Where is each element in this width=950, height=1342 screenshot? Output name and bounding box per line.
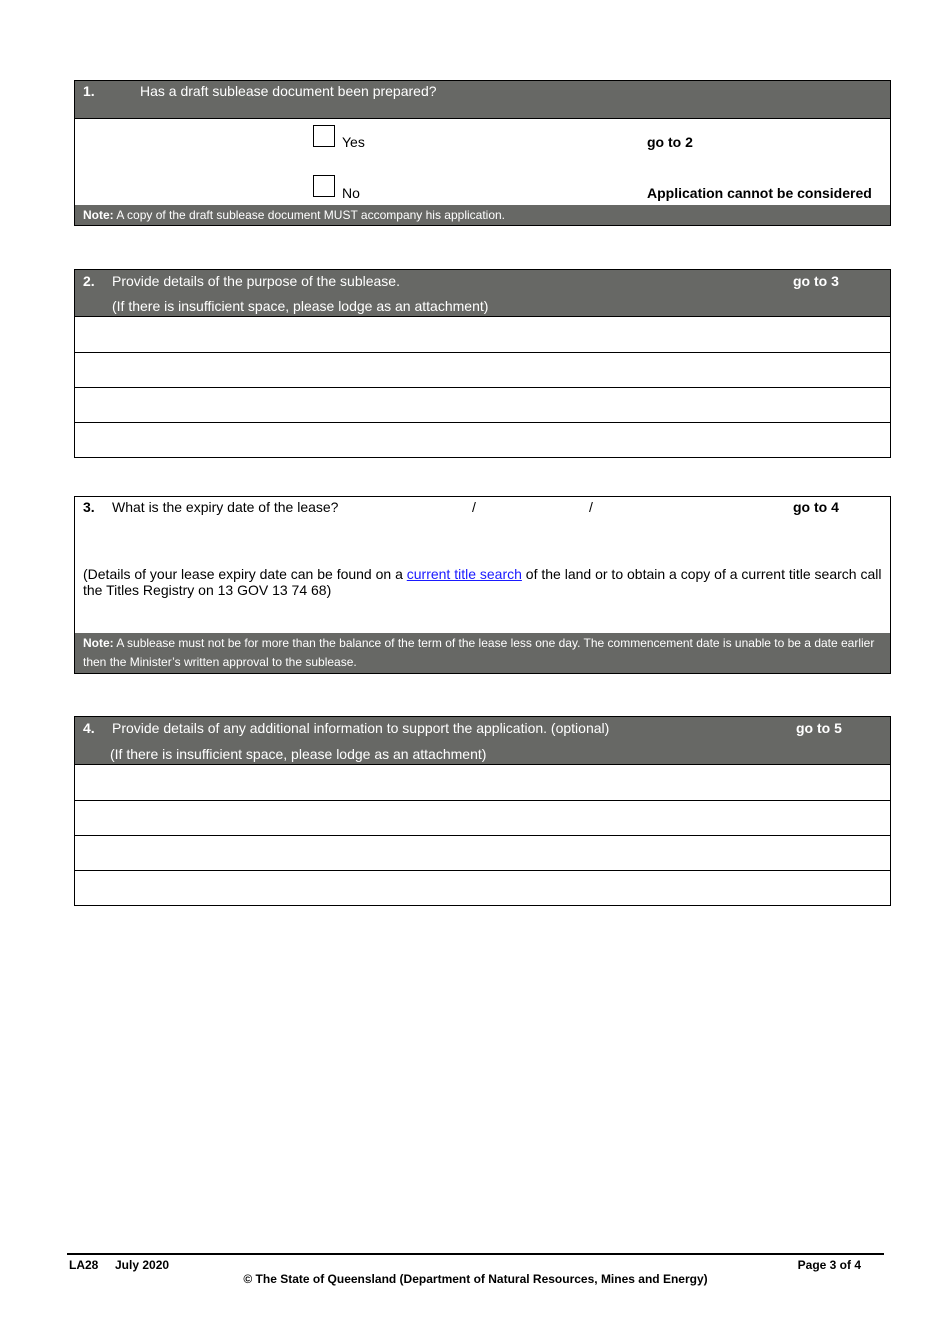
question-1-section xyxy=(74,80,891,226)
details-pre: (Details of your lease expiry date can be found on a xyxy=(83,566,407,582)
question-2-header xyxy=(75,270,890,316)
question-4-text: Provide details of any additional information to support the application. (optional) xyxy=(112,720,610,736)
note-text: A sublease must not be for more than the balance of the term of the lease less one day. The commencement date is unable to be a date earlier then the Minister’s written approval to the sublease. xyxy=(83,636,875,669)
question-1-number: 1. xyxy=(83,83,95,99)
question-4-number: 4. xyxy=(83,720,95,736)
form-code: LA28 xyxy=(69,1258,99,1272)
question-2-subtext: (If there is insufficient space, please lodge as an attachment) xyxy=(112,298,489,314)
note-label: Note: xyxy=(83,208,114,222)
answer-line[interactable] xyxy=(75,870,890,905)
answer-line[interactable] xyxy=(75,422,890,457)
question-4-subtext: (If there is insufficient space, please lodge as an attachment) xyxy=(110,746,487,762)
yes-label: Yes xyxy=(342,134,365,150)
question-3-number: 3. xyxy=(83,499,95,515)
question-2-number: 2. xyxy=(83,273,95,289)
note-label: Note: xyxy=(83,636,114,650)
details-post: of the land or to obtain a copy of a current title search call the Titles Registry on 13 GOV 13 74 68) xyxy=(83,566,882,598)
answer-line[interactable] xyxy=(75,317,890,352)
date-separator-1: / xyxy=(472,499,476,515)
current-title-search-link[interactable]: current title search xyxy=(406,566,522,582)
question-3-text: What is the expiry date of the lease? xyxy=(112,499,339,515)
expiry-details-text xyxy=(83,566,883,598)
question-4-header xyxy=(75,717,890,764)
question-2-text: Provide details of the purpose of the sublease. xyxy=(112,273,400,289)
note-text: A copy of the draft sublease document MUST accompany his application. xyxy=(113,208,506,222)
answer-line[interactable] xyxy=(75,387,890,422)
question-2-section xyxy=(74,269,891,458)
question-4-section xyxy=(74,716,891,906)
question-3-body xyxy=(75,497,890,633)
answer-line[interactable] xyxy=(75,352,890,387)
form-date: July 2020 xyxy=(115,1258,170,1272)
yes-goto: go to 2 xyxy=(647,134,693,150)
question-2-answer-lines[interactable] xyxy=(75,316,890,457)
date-separator-2: / xyxy=(589,499,593,515)
question-3-section xyxy=(74,496,891,674)
question-4-answer-lines[interactable] xyxy=(75,764,890,905)
answer-line[interactable] xyxy=(75,765,890,800)
page-number: Page 3 of 4 xyxy=(797,1258,861,1272)
footer xyxy=(67,1258,884,1298)
question-4-goto: go to 5 xyxy=(796,720,842,736)
footer-rule xyxy=(67,1253,884,1255)
answer-line[interactable] xyxy=(75,835,890,870)
question-3-note xyxy=(75,633,890,673)
question-1-note xyxy=(75,205,890,225)
question-2-goto: go to 3 xyxy=(793,273,839,289)
question-3-goto: go to 4 xyxy=(793,499,839,515)
no-consequence: Application cannot be considered xyxy=(647,185,872,201)
no-label: No xyxy=(342,185,360,201)
copyright: © The State of Queensland (Department of Natural Resources, Mines and Energy) xyxy=(243,1272,708,1286)
no-checkbox[interactable] xyxy=(313,175,335,197)
question-1-options xyxy=(75,118,890,205)
question-1-header xyxy=(75,81,890,118)
yes-checkbox[interactable] xyxy=(313,125,335,147)
expiry-date-field[interactable] xyxy=(375,497,795,519)
answer-line[interactable] xyxy=(75,800,890,835)
question-1-text: Has a draft sublease document been prepared? xyxy=(140,83,437,99)
